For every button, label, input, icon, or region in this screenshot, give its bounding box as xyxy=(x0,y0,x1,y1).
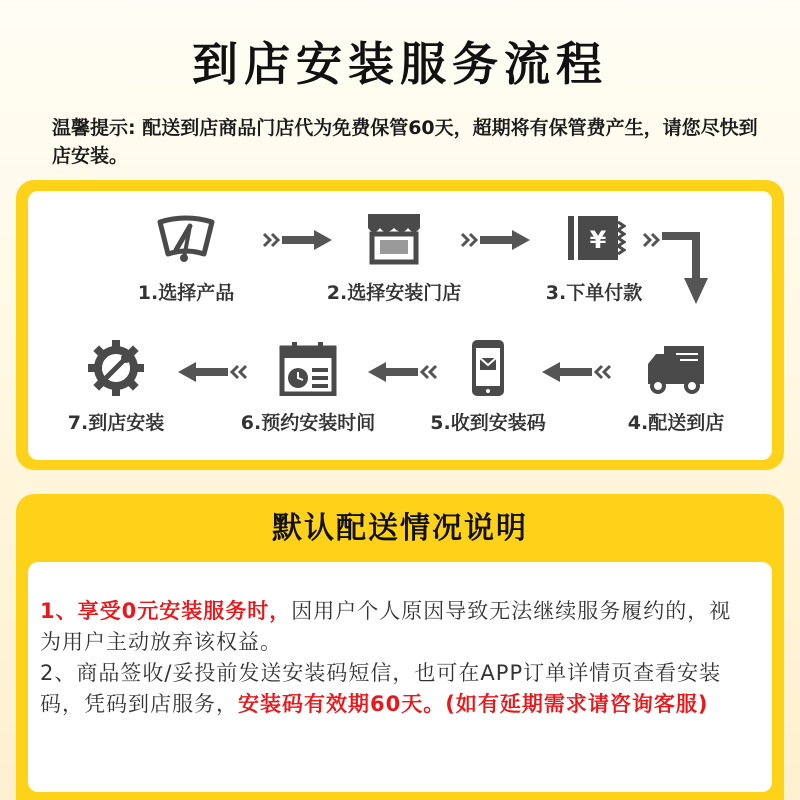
wiper-blade-icon xyxy=(154,210,218,266)
step-6-label: 6.预约安装时间 xyxy=(240,412,376,434)
page-title: 到店安装服务流程 xyxy=(192,37,608,91)
step-5 xyxy=(408,340,568,435)
info-p1-text: 因用户个人原因导致无法继续服务履约的，视为用户主动放弃该权益。 xyxy=(40,599,732,654)
phone-message-icon xyxy=(456,340,520,396)
step-3-label: 3.下单付款 xyxy=(545,282,643,304)
step-1 xyxy=(106,210,266,305)
info-paragraph-2 xyxy=(40,658,752,720)
yuan-ticket-icon xyxy=(562,210,626,266)
step-7 xyxy=(36,340,196,435)
gear-wrench-icon xyxy=(84,340,148,396)
storefront-icon xyxy=(362,210,426,266)
step-7-label: 7.到店安装 xyxy=(67,412,165,434)
info-p1-highlight: 1、享受0元安装服务时， xyxy=(40,599,292,623)
delivery-truck-icon xyxy=(644,340,708,396)
info-p2-highlight: 安装码有效期60天。(如有延期需求请咨询客服) xyxy=(238,692,709,716)
step-5-label: 5.收到安装码 xyxy=(430,412,546,434)
info-heading: 默认配送情况说明 xyxy=(272,511,528,546)
notice-text: 温馨提示: 配送到店商品门店代为免费保管60天，超期将有保管费产生，请您尽快到店安装。 xyxy=(52,117,758,167)
step-2 xyxy=(314,210,474,305)
arrow-down-turn-icon xyxy=(640,230,720,308)
step-6 xyxy=(228,340,388,435)
calendar-clock-icon xyxy=(276,340,340,396)
info-paragraph-1 xyxy=(40,596,752,658)
step-1-label: 1.选择产品 xyxy=(137,282,235,304)
svg-text:¥: ¥ xyxy=(589,226,607,254)
step-4-label: 4.配送到店 xyxy=(627,412,725,434)
step-2-label: 2.选择安装门店 xyxy=(326,282,462,304)
info-p2-text: 2、商品签收/妥投前发送安装码短信，也可在APP订单详情页查看安装码，凭码到店服务， xyxy=(40,661,722,716)
step-4 xyxy=(596,340,756,435)
